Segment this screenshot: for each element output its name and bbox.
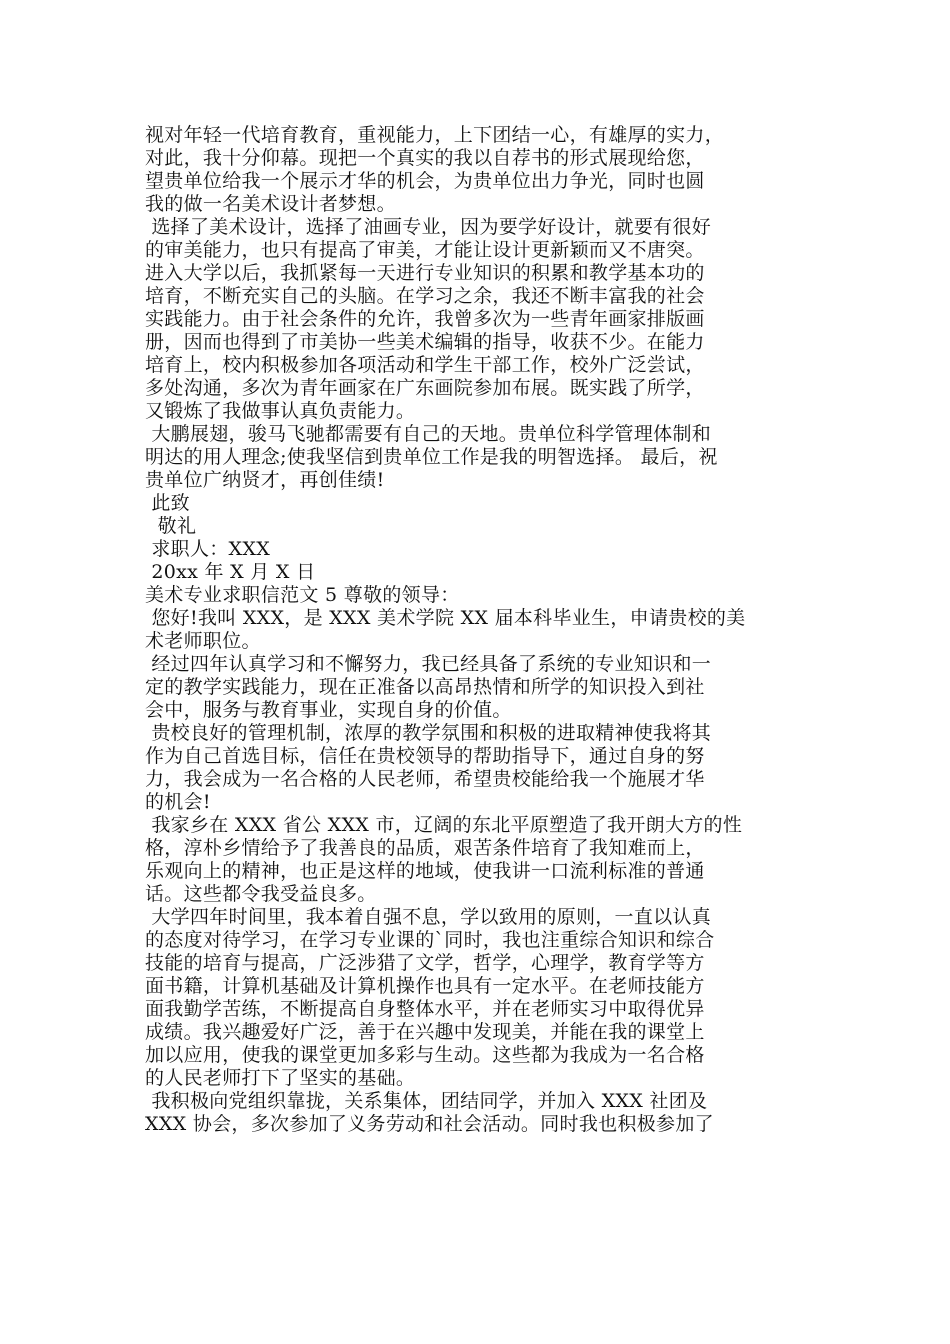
text-line: 此致 [145, 492, 190, 514]
text-line: 视对年轻一代培育教育，重视能力，上下团结一心，有雄厚的实力， [145, 124, 725, 146]
text-line: 培育上，校内积极参加各项活动和学生干部工作，校外广泛尝试， [145, 354, 705, 376]
text-line: 话。这些都令我受益良多。 [145, 883, 377, 905]
text-line: 面我勤学苦练，不断提高自身整体水平，并在老师实习中取得优异 [145, 998, 705, 1020]
text-line: 20xx 年 X 月 X 日 [145, 561, 316, 583]
text-line: 定的教学实践能力，现在正准备以高昂热情和所学的知识投入到社 [145, 676, 705, 698]
text-line: 对此，我十分仰幕。现把一个真实的我以自荐书的形式展现给您， [145, 147, 705, 169]
text-line: 求职人：XXX [145, 538, 271, 560]
text-line: 册，因而也得到了市美协一些美术编辑的指导，收获不少。在能力 [145, 331, 705, 353]
text-line: 作为自己首选目标，信任在贵校领导的帮助指导下，通过自身的努 [145, 745, 705, 767]
text-line: 术老师职位。 [145, 630, 261, 652]
text-line: 成绩。我兴趣爱好广泛，善于在兴趣中发现美，并能在我的课堂上 [145, 1021, 705, 1043]
text-line: 技能的培育与提高，广泛涉猎了文学，哲学，心理学，教育学等方 [145, 952, 705, 974]
text-line: 的审美能力，也只有提高了审美，才能让设计更新颖而又不唐突。 [145, 239, 705, 261]
text-line: 培育，不断充实自己的头脑。在学习之余，我还不断丰富我的社会 [145, 285, 705, 307]
text-line: 会中，服务与教育事业，实现自身的价值。 [145, 699, 512, 721]
text-line: 您好!我叫 XXX，是 XXX 美术学院 XX 届本科毕业生，申请贵校的美 [145, 607, 746, 629]
text-line: 大学四年时间里，我本着自强不息，学以致用的原则，一直以认真 [145, 906, 712, 928]
text-line: 实践能力。由于社会条件的允许，我曾多次为一些青年画家排版画 [145, 308, 705, 330]
text-line: 美术专业求职信范文 5 尊敬的领导： [145, 584, 460, 606]
text-line: 望贵单位给我一个展示才华的机会，为贵单位出力争光，同时也圆 [145, 170, 705, 192]
text-line: 我家乡在 XXX 省公 XXX 市，辽阔的东北平原塑造了我开朗大方的性 [145, 814, 743, 836]
text-line: 经过四年认真学习和不懈努力，我已经具备了系统的专业知识和一 [145, 653, 712, 675]
text-line: 的态度对待学习，在学习专业课的`同时，我也注重综合知识和综合 [145, 929, 715, 951]
text-line: 选择了美术设计，选择了油画专业，因为要学好设计，就要有很好 [145, 216, 712, 238]
text-line: 格，淳朴乡情给予了我善良的品质，艰苦条件培育了我知难而上， [145, 837, 705, 859]
text-line: 我积极向党组织靠拢，关系集体，团结同学，并加入 XXX 社团及 [145, 1090, 708, 1112]
text-line: 明达的用人理念;使我坚信到贵单位工作是我的明智选择。 最后，祝 [145, 446, 718, 468]
text-line: 力，我会成为一名合格的人民老师，希望贵校能给我一个施展才华 [145, 768, 705, 790]
document-body [145, 124, 810, 1136]
text-line: 大鹏展翅，骏马飞驰都需要有自己的天地。贵单位科学管理体制和 [145, 423, 712, 445]
text-line: 我的做一名美术设计者梦想。 [145, 193, 396, 215]
text-line: 多处沟通，多次为青年画家在广东画院参加布展。既实践了所学， [145, 377, 705, 399]
text-line: 乐观向上的精神，也正是这样的地域，使我讲一口流利标准的普通 [145, 860, 705, 882]
text-line: 面书籍，计算机基础及计算机操作也具有一定水平。在老师技能方 [145, 975, 705, 997]
text-line: 贵校良好的管理机制，浓厚的教学氛围和积极的进取精神使我将其 [145, 722, 712, 744]
text-line: 敬礼 [145, 515, 197, 537]
text-line: 贵单位广纳贤才，再创佳绩! [145, 469, 385, 491]
text-line: 的人民老师打下了坚实的基础。 [145, 1067, 416, 1089]
text-line: 又锻炼了我做事认真负责能力。 [145, 400, 416, 422]
text-line: XXX 协会，多次参加了义务劳动和社会活动。同时我也积极参加了 [145, 1113, 714, 1135]
text-line: 加以应用，使我的课堂更加多彩与生动。这些都为我成为一名合格 [145, 1044, 705, 1066]
text-line: 的机会! [145, 791, 211, 813]
text-line: 进入大学以后，我抓紧每一天进行专业知识的积累和教学基本功的 [145, 262, 705, 284]
